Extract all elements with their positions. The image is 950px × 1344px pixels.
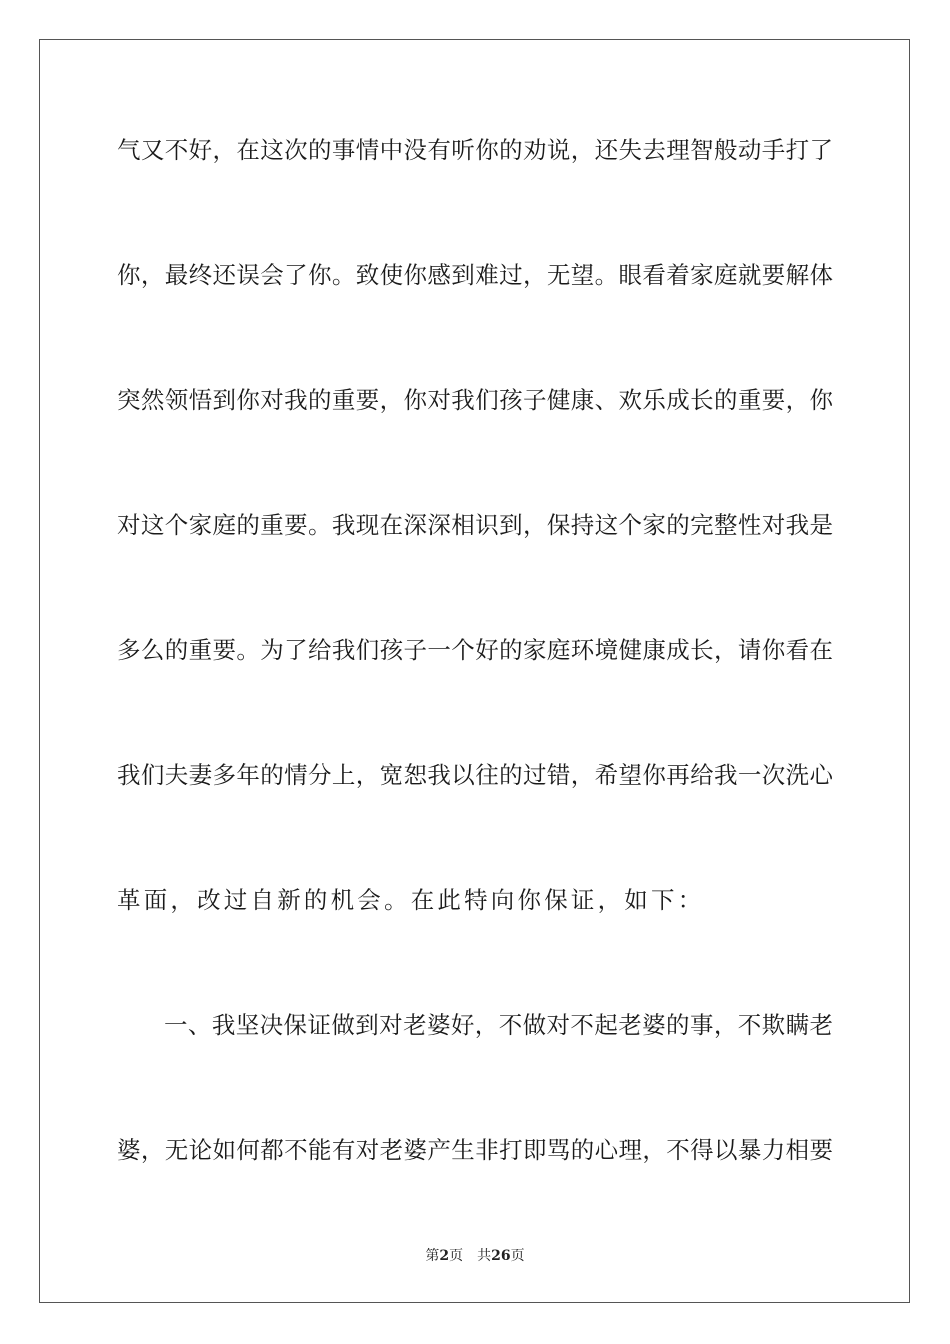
body-line-4: 对这个家庭的重要。我现在深深相识到，保持这个家的完整性对我是 (117, 511, 833, 539)
page-unit: 页 (449, 1248, 464, 1264)
page-footer (0, 1246, 950, 1266)
current-page-number: 2 (439, 1248, 450, 1264)
body-line-7: 革面，改过自新的机会。在此特向你保证，如下： (117, 886, 705, 914)
body-line-6: 我们夫妻多年的情分上，宽恕我以往的过错，希望你再给我一次洗心 (117, 761, 833, 789)
body-line-5: 多么的重要。为了给我们孩子一个好的家庭环境健康成长，请你看在 (117, 636, 833, 664)
body-line-1: 气又不好，在这次的事情中没有听你的劝说，还失去理智般动手打了 (117, 136, 833, 164)
total-unit: 页 (510, 1248, 525, 1264)
total-page-count: 26 (491, 1248, 511, 1264)
body-line-9: 婆，无论如何都不能有对老婆产生非打即骂的心理，不得以暴力相要 (117, 1136, 833, 1164)
body-line-8-paragraph-start: 一、我坚决保证做到对老婆好，不做对不起老婆的事，不欺瞒老 (164, 1011, 833, 1039)
body-line-2: 你，最终还误会了你。致使你感到难过，无望。眼看着家庭就要解体 (117, 261, 833, 289)
body-line-3: 突然领悟到你对我的重要，你对我们孩子健康、欢乐成长的重要，你 (117, 386, 833, 414)
page-prefix: 第 (425, 1248, 440, 1264)
total-prefix: 共 (477, 1248, 492, 1264)
page-border (39, 39, 910, 1303)
